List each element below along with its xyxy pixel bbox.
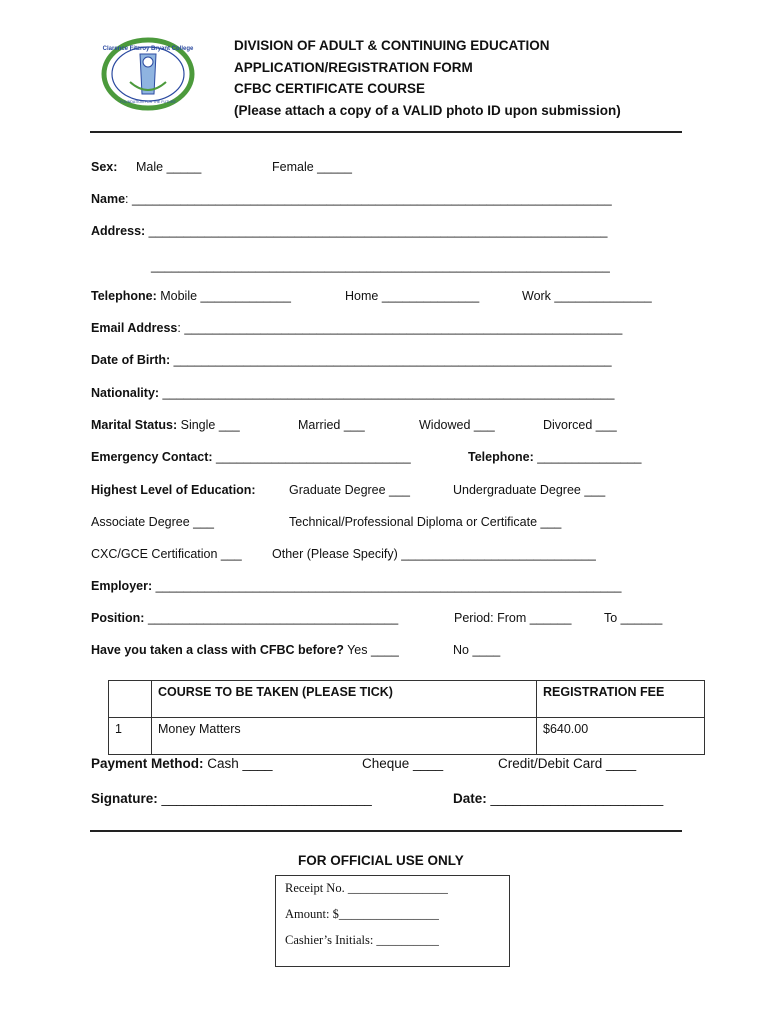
fee-header: REGISTRATION FEE <box>537 681 705 718</box>
sex-row <box>91 160 117 174</box>
telephone-mobile-field[interactable]: Mobile _____________ <box>156 289 291 303</box>
nationality-label: Nationality: <box>91 386 160 400</box>
employer-row[interactable] <box>91 579 621 593</box>
education-label: Highest Level of Education: <box>91 483 256 497</box>
sex-female-field[interactable]: Female _____ <box>272 160 352 174</box>
employer-label: Employer: <box>91 579 153 593</box>
previous-class-question: Have you taken a class with CFBC before? <box>91 643 344 657</box>
emergency-label: Emergency Contact: <box>91 450 213 464</box>
course-number: 1 <box>109 718 152 755</box>
marital-divorced-field[interactable]: Divorced ___ <box>543 418 617 432</box>
sex-male-field[interactable]: Male _____ <box>136 160 202 174</box>
nationality-field[interactable]: _________________________________________________________________ <box>159 386 615 400</box>
header-division: DIVISION OF ADULT & CONTINUING EDUCATION <box>234 38 550 53</box>
sex-label: Sex: <box>91 160 118 174</box>
marital-label: Marital Status: <box>91 418 178 432</box>
header-block <box>234 35 621 121</box>
email-field[interactable]: : _______________________________________________________________ <box>177 321 623 335</box>
date-field[interactable]: _______________________ <box>486 791 664 806</box>
address-field-line2[interactable]: __________________________________________________________________ <box>151 259 610 273</box>
logo-bottom-text: FOUNDATION FOR THE FUTURE <box>120 100 176 104</box>
name-label: Name <box>91 192 126 206</box>
course-number-header <box>109 681 152 718</box>
date-row[interactable] <box>453 791 663 806</box>
amount-field: Amount: $________________ <box>285 907 439 921</box>
position-row[interactable] <box>91 611 398 625</box>
education-technical-field[interactable]: Technical/Professional Diploma or Certificate ___ <box>289 515 562 529</box>
course-name[interactable]: Money Matters <box>152 718 537 755</box>
header-form-title: APPLICATION/REGISTRATION FORM <box>234 59 473 75</box>
signature-row[interactable] <box>91 791 372 806</box>
position-label: Position: <box>91 611 145 625</box>
name-row[interactable] <box>91 192 612 206</box>
signature-label: Signature: <box>91 791 158 806</box>
logo-text: Clarence Fitzroy Bryant College <box>102 46 194 52</box>
official-use-box <box>275 875 510 967</box>
emergency-telephone-row[interactable] <box>468 450 642 464</box>
course-fee: $640.00 <box>537 718 705 755</box>
payment-card-field[interactable]: Credit/Debit Card ____ <box>498 756 637 771</box>
nationality-row[interactable] <box>91 386 614 400</box>
name-field[interactable]: : _____________________________________________________________________ <box>125 192 612 206</box>
payment-row[interactable] <box>91 756 273 771</box>
education-associate-field[interactable]: Associate Degree ___ <box>91 515 214 529</box>
address-field[interactable]: __________________________________________________________________ <box>145 224 608 238</box>
date-label: Date: <box>453 791 487 806</box>
dob-row[interactable] <box>91 353 612 367</box>
payment-cheque-field[interactable]: Cheque ____ <box>362 756 444 771</box>
telephone-label: Telephone: <box>91 289 157 303</box>
college-logo <box>100 36 196 112</box>
course-table-header <box>109 681 705 718</box>
position-field[interactable]: ____________________________________ <box>144 611 399 625</box>
dob-label: Date of Birth: <box>91 353 171 367</box>
address-row[interactable] <box>91 224 608 238</box>
emergency-row[interactable] <box>91 450 411 464</box>
education-other-field[interactable]: Other (Please Specify) ____________________________ <box>272 547 596 561</box>
marital-married-field[interactable]: Married ___ <box>298 418 365 432</box>
education-cxc-field[interactable]: CXC/GCE Certification ___ <box>91 547 242 561</box>
official-use-title: FOR OFFICIAL USE ONLY <box>298 853 464 868</box>
marital-row[interactable] <box>91 418 240 432</box>
receipt-number-field: Receipt No. ________________ <box>285 881 448 895</box>
table-row[interactable] <box>109 718 705 755</box>
course-header: COURSE TO BE TAKEN (PLEASE TICK) <box>152 681 537 718</box>
period-to-field[interactable]: To ______ <box>604 611 663 625</box>
marital-single-field[interactable]: Single ___ <box>177 418 240 432</box>
email-label: Email Address <box>91 321 178 335</box>
signature-field[interactable]: ____________________________ <box>157 791 372 806</box>
telephone-work-field[interactable]: Work ______________ <box>522 289 652 303</box>
previous-class-yes-field[interactable]: Yes ____ <box>343 643 399 657</box>
telephone-row[interactable] <box>91 289 291 303</box>
email-row[interactable] <box>91 321 622 335</box>
payment-label: Payment Method: <box>91 756 204 771</box>
education-graduate-field[interactable]: Graduate Degree ___ <box>289 483 410 497</box>
emergency-telephone-field[interactable]: _______________ <box>533 450 642 464</box>
payment-cash-field[interactable]: Cash ____ <box>203 756 273 771</box>
employer-field[interactable]: ___________________________________________________________________ <box>152 579 622 593</box>
course-table <box>108 680 705 755</box>
cashier-initials-field: Cashier’s Initials: __________ <box>285 933 439 947</box>
header-course: CFBC CERTIFICATE COURSE <box>234 81 425 96</box>
telephone-home-field[interactable]: Home ______________ <box>345 289 480 303</box>
previous-class-no-field[interactable]: No ____ <box>453 643 501 657</box>
education-undergraduate-field[interactable]: Undergraduate Degree ___ <box>453 483 606 497</box>
previous-class-row[interactable] <box>91 643 399 657</box>
emergency-field[interactable]: ____________________________ <box>212 450 411 464</box>
header-divider <box>90 131 682 133</box>
emergency-telephone-label: Telephone: <box>468 450 534 464</box>
marital-widowed-field[interactable]: Widowed ___ <box>419 418 495 432</box>
header-instruction: (Please attach a copy of a VALID photo ID upon submission) <box>234 102 621 118</box>
address-label: Address: <box>91 224 146 238</box>
footer-divider <box>90 830 682 832</box>
dob-field[interactable]: _______________________________________________________________ <box>170 353 612 367</box>
period-from-field[interactable]: Period: From ______ <box>454 611 572 625</box>
